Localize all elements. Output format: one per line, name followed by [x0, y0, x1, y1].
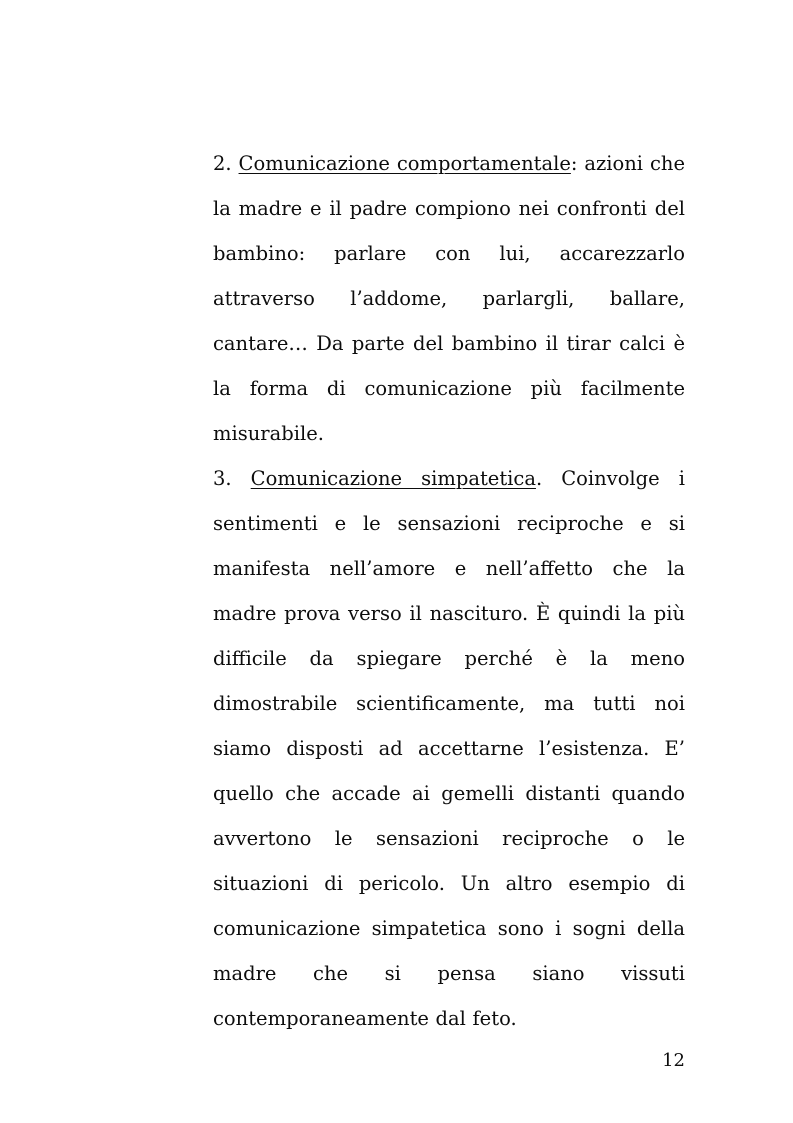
paragraph	[213, 141, 685, 456]
underlined-term: Comunicazione comportamentale	[238, 152, 571, 175]
text-segment: 3.	[213, 467, 251, 490]
text-segment: 2.	[213, 152, 239, 175]
paragraph	[213, 456, 685, 1041]
body-text	[213, 141, 685, 1041]
text-segment: . Coinvolge i sentimenti e le sensazioni reciproche e si manifesta nell’amore e nell’affetto che la madre prova verso il nascituro. È quindi la più difficile da spiegare perché è la meno dimostrabile scientificamente, ma tutti noi siamo disposti ad accettarne l’esistenza. E’ quello che accade ai gemelli distanti quando avvertono le sensazioni reciproche o le situazioni di pericolo. Un altro esempio di comunicazione simpatetica sono i sogni della madre che si pensa siano vissuti contemporaneamente dal feto.	[213, 467, 685, 1030]
underlined-term: Comunicazione simpatetica	[250, 467, 536, 490]
page-number: 12	[662, 1050, 685, 1071]
text-segment: : azioni che la madre e il padre compiono nei confronti del bambino: parlare con lui, accarezzarlo attraverso l’addome, parlargli, ballare, cantare… Da parte del bambino il tirar calci è la forma di comunicazione più facilmente misurabile.	[213, 152, 685, 445]
